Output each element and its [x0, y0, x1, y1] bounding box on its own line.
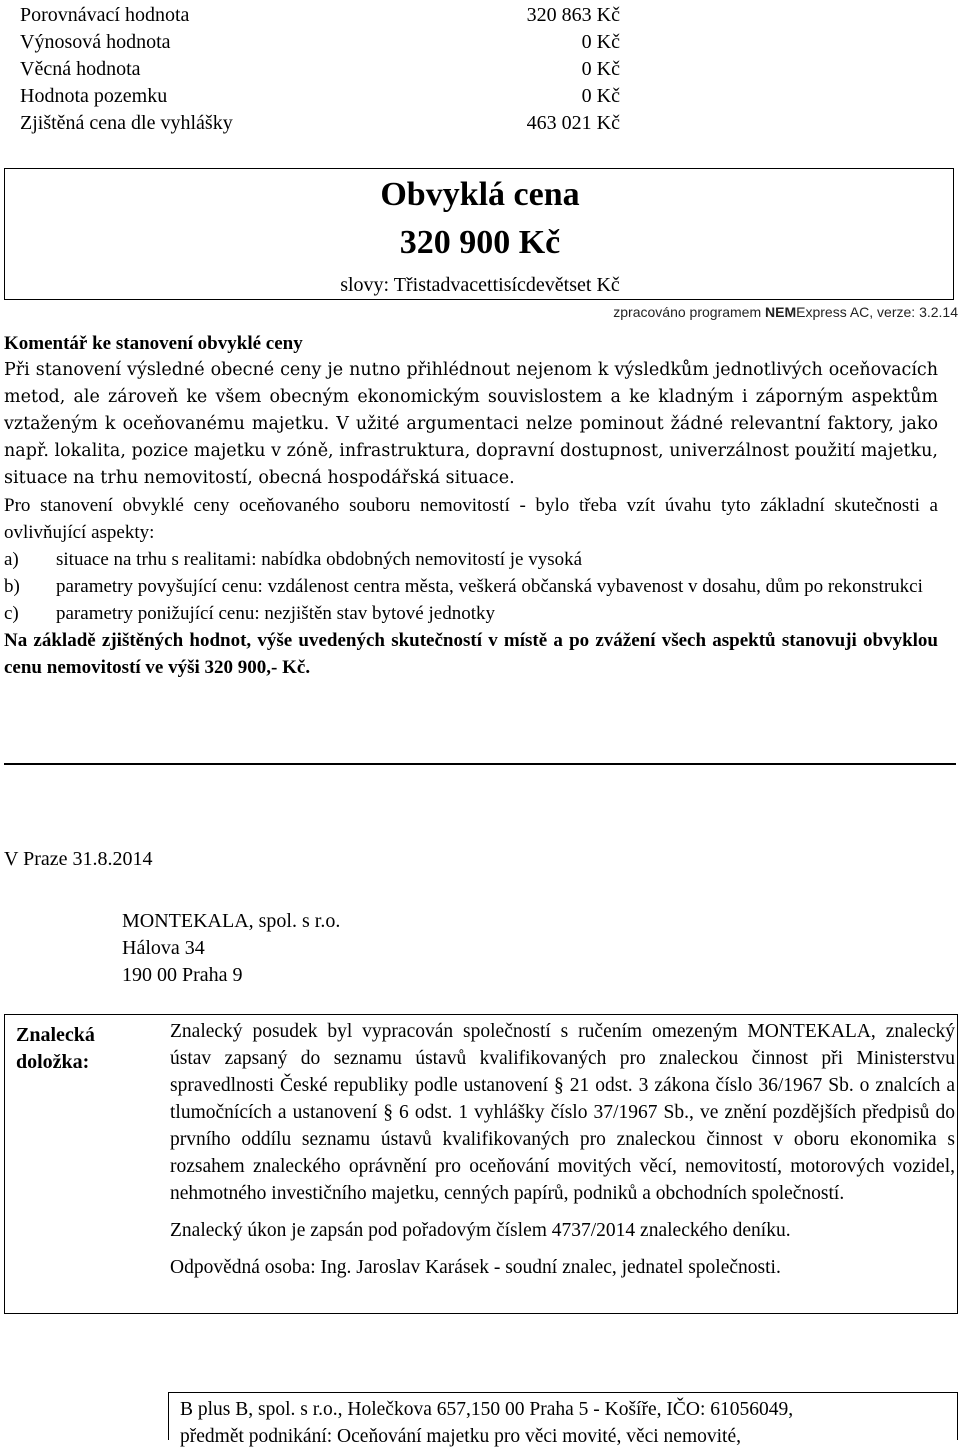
expert-clause-label-line: doložka: [16, 1051, 90, 1073]
section-divider [4, 763, 956, 765]
list-item [4, 600, 938, 627]
program-note [613, 304, 958, 320]
list-text: parametry ponižující cenu: nezjištěn stav bytové jednotky [56, 603, 495, 624]
expert-clause-paragraph: Znalecký úkon je zapsán pod pořadovým číslem 4737/2014 znaleckého deníku. [170, 1220, 791, 1241]
company-name: MONTEKALA, spol. s r.o. [122, 910, 341, 932]
valuation-label: Věcná hodnota [20, 58, 141, 80]
footer-line: předmět podnikání: Oceňování majetku pro věci movité, věci nemovité, [180, 1426, 741, 1447]
valuation-value: 0 Kč [581, 58, 620, 80]
expert-clause-text [170, 1018, 955, 1281]
comment-section [4, 330, 938, 681]
list-item [4, 546, 938, 573]
list-key: c) [4, 603, 19, 624]
result-title: Obvyklá cena [380, 176, 580, 213]
list-key: a) [4, 549, 19, 570]
place-date: V Praze 31.8.2014 [4, 848, 153, 870]
valuation-label: Hodnota pozemku [20, 85, 168, 107]
footer-text [180, 1396, 793, 1450]
expert-clause-paragraph: Odpovědná osoba: Ing. Jaroslav Karásek - soudní znalec, jednatel společnosti. [170, 1257, 781, 1278]
expert-clause-label-line: Znalecká [16, 1024, 95, 1046]
valuation-label: Zjištěná cena dle vyhlášky [20, 112, 233, 134]
list-item [4, 573, 938, 600]
expert-clause-paragraph: Znalecký posudek byl vypracován společností s ručením omezeným MONTEKALA, znalecký ústav zapsaný do seznamu ústavů kvalifikovaných pro znaleckou činnost při Ministerstvu spravedlnosti České republiky podle ustanovení § 21 odst. 3 zákona číslo 36/1967 Sb. o znalcích a tlumočnících a ustanovení § 6 odst. 1 vyhlášky číslo 37/1967 Sb., ve znění pozdějších předpisů do prvního oddílu seznamu ústavů kvalifikovaných pro znaleckou činnost v oboru ekonomika s rozsahem znaleckého oprávnění pro oceňování movitých věcí, nemovitostí, motorových vozidel, nehmotného investičního majetku, cenných papírů, podniků a obchodních společností. [170, 1021, 955, 1204]
list-text: situace na trhu s realitami: nabídka obdobných nemovitostí je vysoká [56, 549, 583, 570]
valuation-value: 0 Kč [581, 85, 620, 107]
comment-conclusion: Na základě zjištěných hodnot, výše uvedených skutečností v místě a po zvážení všech aspektů stanovuji obvyklou cenu nemovitostí ve výši 320 900,- Kč. [4, 630, 938, 678]
valuation-table [0, 2, 620, 142]
comment-paragraph: Pro stanovení obvyklé ceny oceňovaného souboru nemovitostí - bylo třeba vzít úvahu tyto základní skutečnosti a ovlivňující aspekty: [4, 495, 938, 543]
valuation-value: 320 863 Kč [526, 4, 620, 26]
program-brand-bold: NEM [765, 304, 797, 320]
valuation-label: Výnosová hodnota [20, 31, 171, 53]
valuation-label: Porovnávací hodnota [20, 4, 190, 26]
result-amount: 320 900 Kč [399, 224, 561, 261]
list-text: parametry povyšující cenu: vzdálenost centra města, veškerá občanská vybavenost v dosahu, dům po rekonstrukci [56, 576, 923, 597]
list-key: b) [4, 576, 20, 597]
valuation-value: 0 Kč [581, 31, 620, 53]
valuation-value: 463 021 Kč [526, 112, 620, 134]
comment-title: Komentář ke stanovení obvyklé ceny [4, 333, 303, 354]
comment-paragraph: Při stanovení výsledné obecné ceny je nutno přihlédnout nejenom k výsledkům jednotlivých oceňovacích metod, ale zároveň ke všem obecným ekonomickým souvislostem a ke kladným i záporným aspektům vztaženým k oceňovanému majetku. V užité argumentaci nelze pominout žádné relevantní faktory, jako např. lokalita, pozice majetku v zóně, infrastruktura, dopravní dostupnost, univerzálnost použití majetku, situace na trhu nemovitostí, obecná hospodářská situace. [4, 360, 938, 488]
program-prefix: zpracováno programem [613, 304, 766, 320]
footer-line: B plus B, spol. s r.o., Holečkova 657,150 00 Praha 5 - Košíře, IČO: 61056049, [180, 1399, 794, 1420]
program-brand-rest: Express AC, verze: 3.2.14 [796, 304, 958, 320]
result-in-words: slovy: Třistadvacettisícdevětset Kč [340, 274, 620, 296]
expert-clause-label [16, 1022, 95, 1076]
company-city: 190 00 Praha 9 [122, 964, 243, 986]
company-street: Hálova 34 [122, 937, 205, 959]
